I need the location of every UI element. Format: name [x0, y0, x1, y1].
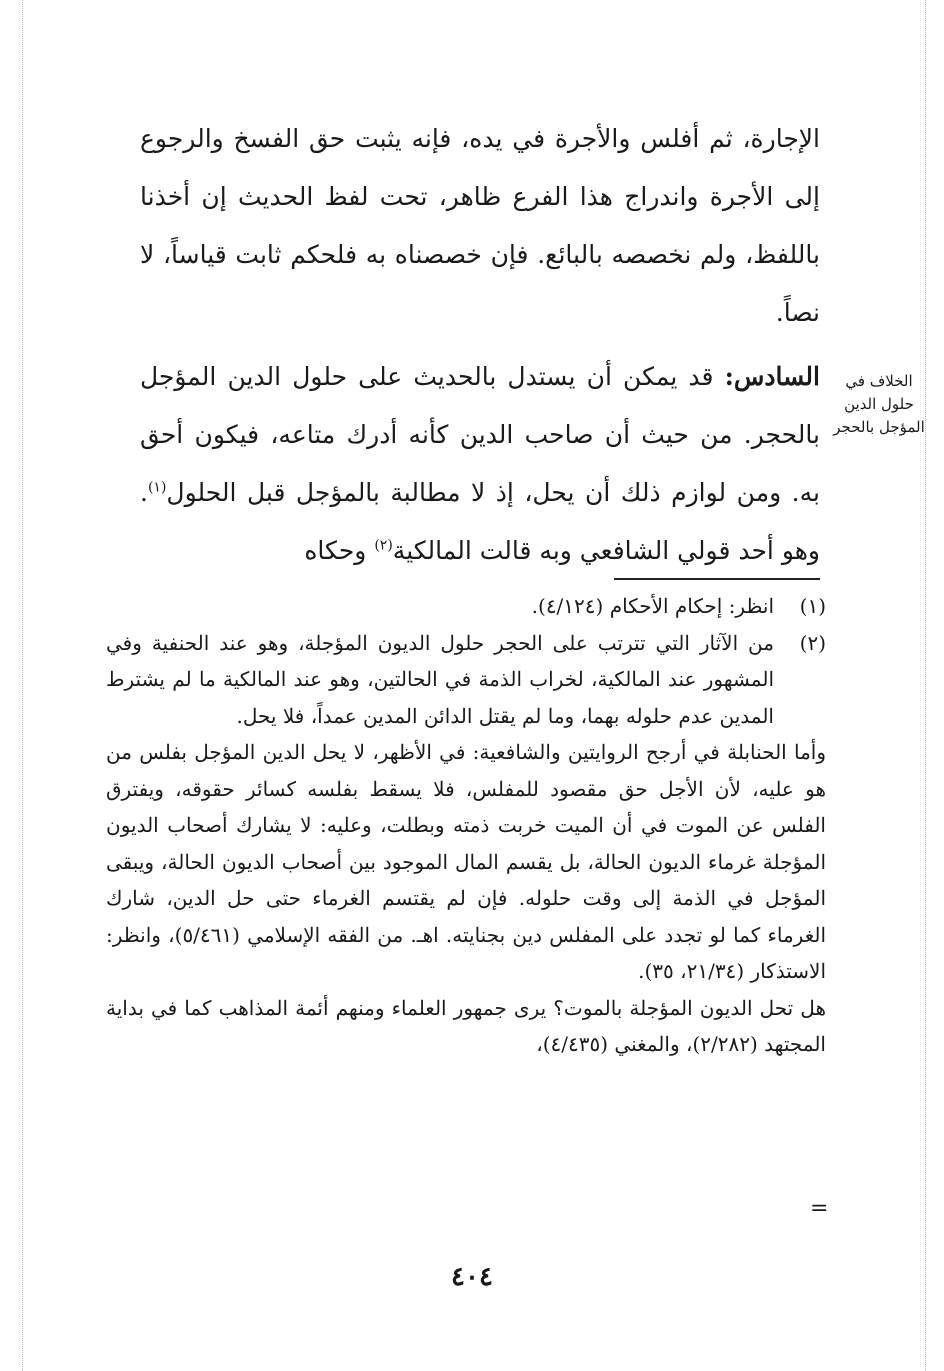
margin-note-line-3: المؤجل بالحجر [833, 418, 925, 436]
scan-edge-line-left [22, 0, 23, 1371]
footnote-2-paragraph-2: وأما الحنابلة في أرجح الروايتين والشافعية: في الأظهر، لا يحل الدين المؤجل بفلس من هو عليه، لأن الأجل حق مقصود للمفلس، فلا يسقط بفلسه كسائر حقوقه، ويفترق الفلس عن الموت في أن الميت خربت ذمته وبطلت، وعليه: لا يشارك أصحاب الديون المؤجلة غرماء الديون الحالة، بل يقسم المال الموجود بين أصحاب الديون الحالة، ويبقى المؤجل في الذمة إلى وقت حلوله. فإن لم يقتسم الغرماء حتى حل الدين، شارك الغرماء كما لو تجدد على المفلس دين بجنايته. اهـ. من الفقه الإسلامي (٥/٤٦١)، وانظر: الاستذكار (٢١/٣٤، ٣٥). [106, 740, 827, 983]
footnote-ref-2: (٢) [374, 537, 393, 554]
section-term: السادس: [724, 362, 820, 391]
footnote-2 [106, 625, 826, 735]
footnote-separator [614, 578, 820, 580]
margin-note [828, 370, 930, 439]
main-text-block-2 [140, 348, 820, 580]
paragraph-2-text-c: وحكاه [304, 536, 375, 565]
footnote-ref-1: (١) [147, 479, 167, 496]
paragraph-2-text-a: قد يمكن أن يستدل بالحديث على حلول الدين المؤجل بالحجر. من حيث أن صاحب الدين كأنه أدرك متاعه، فيكون أحق به. ومن لوازم ذلك أن يحل، إذ لا مطالبة بالمؤجل قبل الحلول [140, 362, 820, 507]
footnotes [106, 588, 826, 1063]
paragraph-2 [140, 348, 820, 580]
page-number: ٤٠٤ [451, 1262, 493, 1292]
footnote-2-number: (٢) [799, 630, 826, 655]
margin-note-line-2: حلول الدين [844, 395, 914, 413]
paragraph-2-text-b: . وهو أحد قولي الشافعي وبه قالت المالكية [140, 478, 820, 565]
scan-edge-line-right [925, 0, 926, 1371]
margin-note-line-1: الخلاف في [845, 372, 913, 390]
footnote-1-number: (١) [799, 594, 826, 618]
footnote-1 [106, 588, 826, 625]
footnote-1-text: انظر: إحكام الأحكام (٤/١٢٤). [531, 594, 774, 618]
paragraph-1: الإجارة، ثم أفلس والأجرة في يده، فإنه يثبت حق الفسخ والرجوع إلى الأجرة واندراج هذا الفرع ظاهر، تحت لفظ الحديث إن أخذنا باللفظ، ولم نخصصه بالبائع. فإن خصصناه به فلحكم ثابت قياساً، لا نصاً. [140, 124, 820, 327]
main-text-block-1 [140, 110, 820, 342]
footnote-2-paragraph-3: هل تحل الديون المؤجلة بالموت؟ يرى جمهور العلماء ومنهم أئمة المذاهب كما في بداية المجتهد (٢/٢٨٢)، والمغني (٤/٤٣٥)، [106, 995, 826, 1056]
continuation-mark: = [810, 1196, 829, 1221]
footnote-2-text: من الآثار التي تترتب على الحجر حلول الديون المؤجلة، وهو عند الحنفية وفي المشهور عند المالكية، لخراب الذمة في الحالتين، وهو عند المالكية ما لم يشترط المدين عدم حلوله بهما، وما لم يقتل الدائن المدين عمداً، فلا يحل. [106, 630, 774, 728]
